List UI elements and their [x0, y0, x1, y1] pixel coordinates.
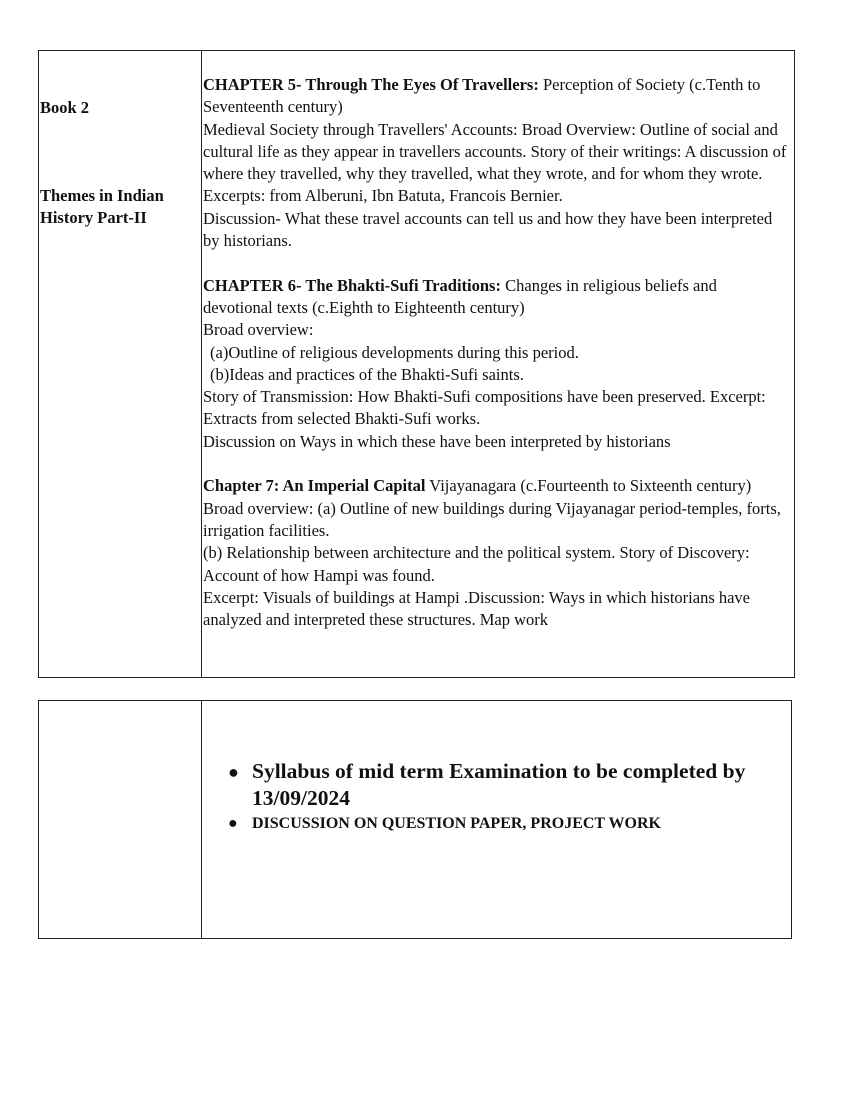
chapter-7-excerpt: Excerpt: Visuals of buildings at Hampi .Discussion: Ways in which historians have analyzed and interpreted these structures. Map work [203, 587, 751, 630]
chapter-7-heading [203, 475, 790, 497]
chapter-6-story: Story of Transmission: How Bhakti-Sufi compositions have been preserved. Excerpt: Extracts from selected Bhakti-Sufi works. [203, 387, 766, 429]
exam-empty-cell [39, 701, 202, 938]
themes-label: Themes in Indian History Part-II [40, 186, 164, 227]
chapter-5-body: Medieval Society through Travellers' Accounts: Broad Overview: Outline of social and cultural life as they appear in travellers accounts. Story of their writings: A discussion of where they travelled, why they travelled, what they wrote, and for whom they wrote. Excerpts: from Alberuni, Ibn Batuta, Francois Bernier. [203, 119, 787, 206]
book-cell [39, 51, 202, 677]
chapter-5-title: CHAPTER 5- Through The Eyes Of Travellers: [203, 75, 539, 94]
exam-notes-cell [202, 701, 791, 938]
syllabus-table [38, 50, 795, 678]
chapter-5-heading [203, 74, 790, 119]
chapter-6-item-b: (b)Ideas and practices of the Bhakti-Sufi saints. [210, 364, 524, 384]
chapter-7-item-b: (b) Relationship between architecture and the political system. Story of Discovery: Account of how Hampi was found. [203, 543, 750, 585]
discussion-note: DISCUSSION ON QUESTION PAPER, PROJECT WORK [252, 815, 661, 832]
chapter-6-subtitle: Changes in religious beliefs and devotional texts (c.Eighth to Eighteenth century) [203, 275, 717, 317]
chapters-cell [202, 51, 794, 677]
bullet-icon: ● [228, 762, 239, 782]
chapter-7-overview: Broad overview: (a) Outline of new buildings during Vijayanagar period-temples, forts, irrigation facilities. [203, 498, 781, 540]
bullet-icon: ● [228, 815, 238, 832]
chapter-6-item-a: (a)Outline of religious developments during this period. [210, 342, 579, 362]
chapter-5-subtitle: Perception of Society (c.Tenth to Seventeenth century) [203, 75, 761, 117]
chapter-5-discussion: Discussion- What these travel accounts can tell us and how they have been interpreted by historians. [203, 208, 773, 251]
chapter-6-heading [203, 275, 790, 320]
midterm-note: Syllabus of mid term Examination to be completed by 13/09/2024 [252, 759, 746, 810]
exam-table [38, 700, 792, 939]
chapter-6-title: CHAPTER 6- The Bhakti-Sufi Traditions: [203, 275, 501, 295]
list-item [226, 813, 785, 835]
chapter-6-overview: Broad overview: [203, 320, 314, 340]
chapter-7-subtitle: Vijayanagara (c.Fourteenth to Sixteenth century) [425, 476, 752, 496]
chapter-6-discussion: Discussion on Ways in which these have been interpreted by historians [203, 431, 671, 451]
book-label: Book 2 [40, 98, 90, 117]
chapter-7-title: Chapter 7: An Imperial Capital [203, 476, 426, 496]
list-item [226, 758, 785, 812]
exam-bullet-list [226, 758, 785, 835]
chapters-content [203, 74, 790, 631]
